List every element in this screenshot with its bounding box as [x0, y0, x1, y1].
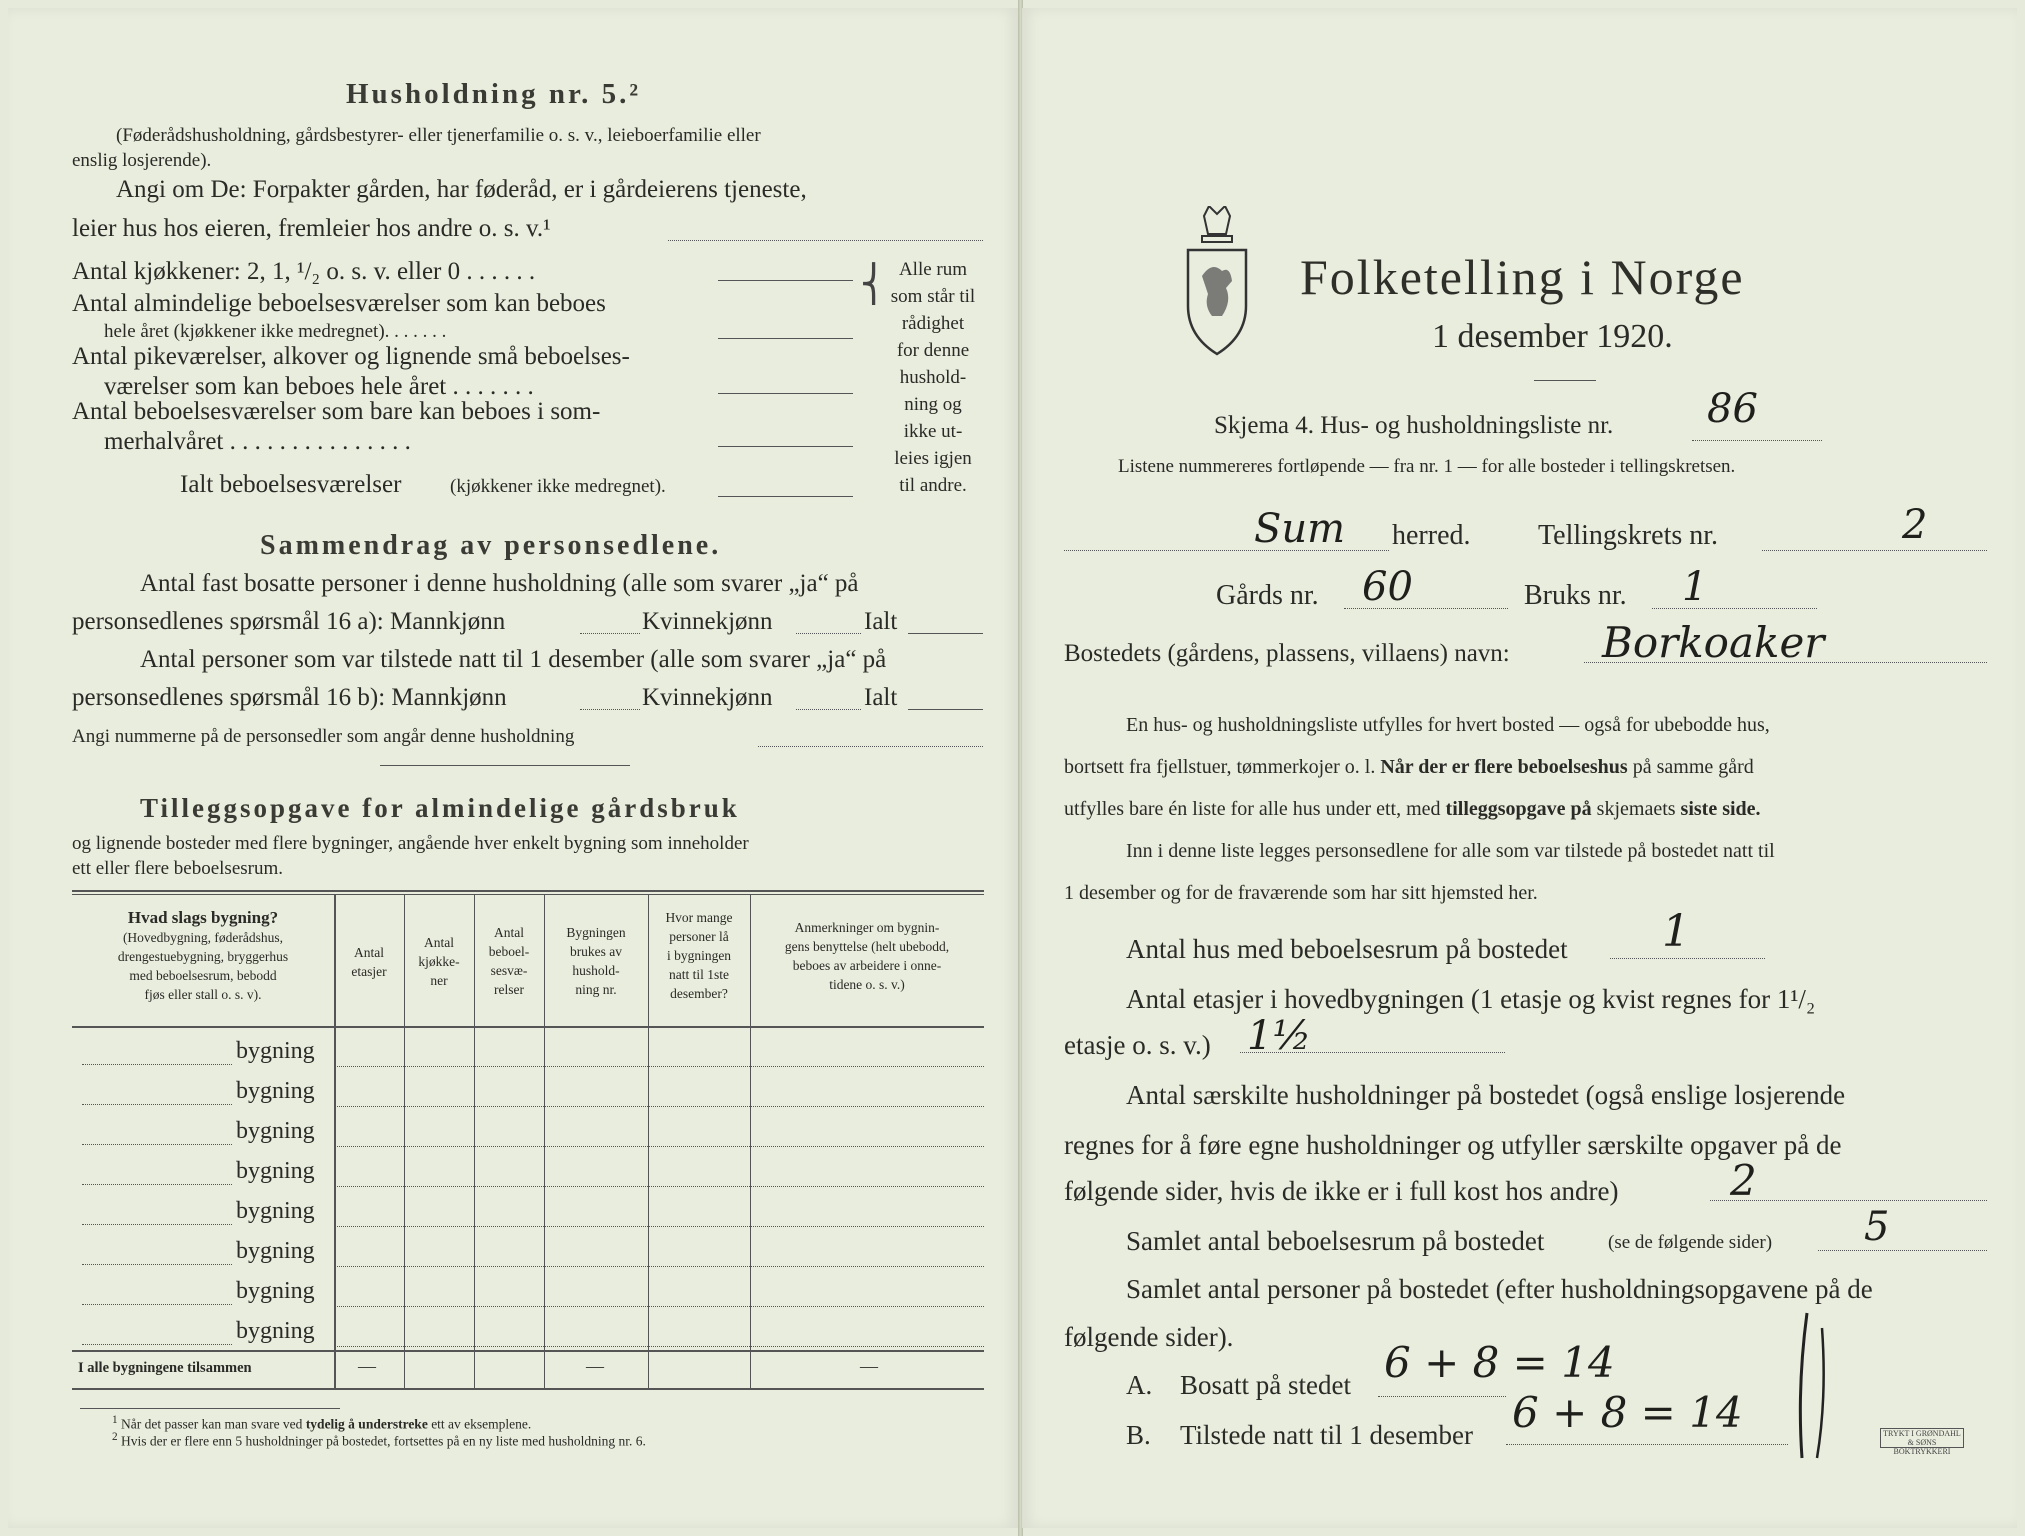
table-row-label: bygning — [236, 1158, 315, 1184]
table-row-entry-line — [82, 1064, 232, 1065]
table-row-label: bygning — [236, 1038, 315, 1064]
side-note-line-2: som står til — [890, 286, 976, 307]
footnote-2-text: Hvis der er flere enn 5 husholdninger på bostedet, fortsettes på en ny liste med husholdning nr. 6. — [121, 1433, 646, 1449]
extra-title: Tilleggsopgave for almindelige gårdsbruk — [140, 793, 740, 823]
table-row-label: bygning — [236, 1278, 315, 1304]
col-1-sub-line-4: fjøs eller stall o. s. v). — [144, 987, 262, 1002]
table-row — [334, 1106, 984, 1107]
table-row — [334, 1146, 984, 1147]
col-6-header — [648, 908, 750, 1003]
q-rum-value: 5 — [1864, 1204, 1890, 1250]
table-row — [334, 1226, 984, 1227]
col-7-header-line-1: Anmerkninger om bygnin- — [794, 920, 940, 935]
col-1-sub-line-1: (Hovedbygning, føderådshus, — [122, 930, 284, 945]
krets-line — [1762, 550, 1987, 551]
q-pers-a: Samlet antal personer på bostedet (efter husholdningsopgavene på de — [1126, 1274, 1873, 1304]
b-label: B. — [1126, 1420, 1151, 1450]
bruks-number: 1 — [1682, 564, 1708, 610]
col-7-header-line-4: tidene o. s. v.) — [829, 977, 905, 992]
table-row-entry-line — [82, 1184, 232, 1185]
para-2a: Inn i denne liste legges personsedlene for alle som var tilstede på bostedet natt til — [1126, 840, 1775, 862]
rooms-3b: merhalvåret . . . . . . . . . . . . . . . — [104, 428, 411, 455]
main-title: Folketelling i Norge — [1300, 249, 1745, 305]
a-label: A. — [1126, 1370, 1153, 1400]
col-5-header-line-1: Bygningen — [566, 925, 626, 940]
footnote-1-bold: tydelig å understreke — [305, 1416, 428, 1432]
para-2b: 1 desember og for de fraværende som har sitt hjemsted her. — [1064, 882, 1538, 904]
a-value: 6 + 8 = 14 — [1384, 1338, 1615, 1387]
total-rooms-line — [718, 496, 853, 497]
right-page — [1022, 8, 2017, 1528]
q-hush-value: 2 — [1730, 1156, 1757, 1205]
table-top — [72, 890, 984, 892]
col-3-header-line-2: kjøkke- — [418, 954, 460, 969]
table-row — [334, 1346, 984, 1347]
col-6-header-line-3: i bygningen — [666, 948, 732, 963]
footnote-1-mark: 1 — [112, 1414, 118, 1426]
table-row-entry-line — [82, 1344, 232, 1345]
ask-answer-line — [668, 240, 983, 241]
rooms-1b: hele året (kjøkkener ikke medregnet). . . . . . . — [104, 321, 447, 342]
q-etasjer-a: Antal etasjer i hovedbygningen (1 etasje og kvist regnes for 1¹/₂ — [1126, 984, 1816, 1014]
footnote-1-post: ett av eksemplene. — [431, 1416, 532, 1432]
gards-number: 60 — [1362, 564, 1413, 610]
a-text: Bosatt på stedet — [1180, 1370, 1351, 1400]
side-note-line-7: ikke ut- — [903, 421, 963, 442]
side-note-line-4: for denne — [896, 340, 970, 361]
krets-label: Tellingskrets nr. — [1538, 520, 1719, 551]
summary-female-1: Kvinnekjønn — [642, 608, 773, 635]
col-5-header-line-3: hushold- — [572, 963, 620, 978]
col-1-sub-line-2: drengestuebygning, bryggerhus — [117, 949, 289, 964]
rooms-3a: Antal beboelsesværelser som bare kan beboes i som- — [72, 398, 601, 425]
table-row-label: bygning — [236, 1118, 315, 1144]
extra-line-2: ett eller flere beboelsesrum. — [72, 858, 284, 879]
q-etasjer-value: 1½ — [1247, 1013, 1312, 1059]
table-row-label: bygning — [236, 1318, 315, 1344]
table-row — [334, 1186, 984, 1187]
footnote-1-pre: Når det passer kan man svare ved — [121, 1416, 303, 1432]
rooms-3-line — [718, 446, 853, 447]
col-6-header-line-2: personer lå — [669, 929, 729, 944]
col-5-header-line-2: brukes av — [569, 944, 623, 959]
q-hus-value: 1 — [1662, 906, 1690, 957]
bruks-line — [1652, 608, 1817, 609]
rooms-2a: Antal pikeværelser, alkover og lignende små beboelses- — [72, 343, 630, 370]
summary-total-1: Ialt — [864, 608, 898, 635]
footnote-2 — [112, 1431, 646, 1450]
household-title: Husholdning nr. 5.² — [346, 78, 642, 110]
side-note-line-1: Alle rum — [898, 259, 968, 280]
kitchens-line — [718, 280, 853, 281]
footnote-rule — [80, 1408, 340, 1409]
col-6-header-line-1: Hvor mange — [665, 910, 733, 925]
para-1c — [1064, 798, 1761, 821]
q-rum-line — [1818, 1250, 1987, 1251]
table-row-entry-line — [82, 1144, 232, 1145]
bosted-label: Bostedets (gårdens, plassens, villaens) navn: — [1064, 640, 1510, 667]
para-1b-pre: bortsett fra fjellstuer, tømmerkojer o. l. — [1064, 756, 1376, 778]
table-top-2 — [72, 894, 984, 895]
table-row-entry-line — [82, 1264, 232, 1265]
bosted-value: Borkoaker — [1602, 618, 1825, 667]
side-note-brace: ⎨ — [860, 264, 887, 304]
para-1c-pre: utfylles bare én liste for alle hus under ett, med — [1064, 798, 1441, 820]
para-1c-bold: tilleggsopgave på — [1445, 798, 1592, 820]
q-etasjer-b: etasje o. s. v.) — [1064, 1030, 1211, 1060]
col-4-header-line-1: Antal — [494, 925, 524, 940]
schema-line — [1692, 440, 1822, 441]
numbers-line — [758, 746, 983, 747]
total-rooms-label: Ialt beboelsesværelser — [180, 471, 402, 498]
summary-female-2-line — [796, 709, 861, 710]
printer-stamp: TRYKT I GRØNDAHL & SØNS BOKTRYKKERI — [1880, 1428, 1964, 1448]
rooms-1a: Antal almindelige beboelsesværelser som kan beboes — [72, 290, 606, 317]
summary-male-1 — [580, 633, 640, 634]
q-hush-c: følgende sider, hvis de ikke er i full kost hos andre) — [1064, 1176, 1619, 1206]
summary-female-1-line — [796, 633, 861, 634]
gards-label: Gårds nr. — [1216, 580, 1319, 611]
q-hus-line — [1610, 958, 1765, 959]
q-rum-label: Samlet antal beboelsesrum på bostedet — [1126, 1226, 1545, 1256]
col-3-header-line-3: ner — [430, 973, 448, 988]
para-1b-bold: Når der er flere beboelseshus — [1380, 756, 1628, 778]
rooms-1-line — [718, 338, 853, 339]
para-1b-post: på samme gård — [1632, 756, 1754, 778]
col-4-header-line-4: relser — [494, 982, 524, 997]
household-intro-2: enslig losjerende). — [72, 150, 212, 171]
herred-value: Sum — [1254, 506, 1346, 552]
col-5-header — [544, 923, 648, 999]
summary-total-1-line — [908, 633, 983, 634]
table-row-label: bygning — [236, 1238, 315, 1264]
ask-line-1: Angi om De: Forpakter gården, har føderåd, er i gårdeierens tjeneste, — [116, 176, 807, 203]
q-hus-label: Antal hus med beboelsesrum på bostedet — [1126, 934, 1568, 964]
para-1c-bold-2: siste side. — [1680, 798, 1761, 820]
col-4-header-line-2: beboel- — [488, 944, 530, 959]
col-5-header-line-4: ning nr. — [575, 982, 617, 997]
side-note-line-3: rådighet — [901, 313, 965, 334]
summary-line-1b: personsedlenes spørsmål 16 a): Mannkjønn — [72, 608, 506, 635]
col-2-header-line-2: etasjer — [351, 964, 387, 979]
summary-line-2b: personsedlenes spørsmål 16 b): Mannkjønn — [72, 684, 507, 711]
para-1c-mid: skjemaets — [1596, 798, 1676, 820]
table-row-entry-line — [82, 1304, 232, 1305]
q-hush-b: regnes for å føre egne husholdninger og utfyller særskilte opgaver på de — [1064, 1130, 1842, 1160]
table-row — [334, 1266, 984, 1267]
col-1-title: Hvad slags bygning? — [127, 908, 279, 927]
summary-male-2 — [580, 709, 640, 710]
krets-number: 2 — [1902, 502, 1928, 548]
title-divider — [1534, 380, 1596, 381]
q-pers-b: følgende sider). — [1064, 1322, 1234, 1352]
col-3-header — [404, 933, 474, 990]
table-row — [334, 1306, 984, 1307]
col-1-sub — [72, 928, 334, 1004]
side-note-line-8: leies igjen — [894, 448, 972, 469]
col-2-header — [334, 943, 404, 981]
household-intro: (Føderådshusholdning, gårdsbestyrer- eller tjenerfamilie o. s. v., leieboerfamilie eller — [116, 125, 761, 146]
table-row — [334, 1066, 984, 1067]
schema-number: 86 — [1707, 386, 1758, 432]
para-1b — [1064, 756, 1754, 779]
b-text: Tilstede natt til 1 desember — [1180, 1420, 1473, 1450]
summary-female-2: Kvinnekjønn — [642, 684, 773, 711]
table-header-bottom — [72, 1026, 984, 1028]
col-6-header-line-4: natt til 1ste — [669, 967, 729, 982]
a-line — [1378, 1396, 1506, 1397]
total-dash-3: — — [860, 1356, 878, 1376]
table-row-label: bygning — [236, 1078, 315, 1104]
b-value: 6 + 8 = 14 — [1512, 1388, 1743, 1437]
summary-line-1a: Antal fast bosatte personer i denne husholdning (alle som svarer „ja“ på — [140, 570, 859, 597]
col-4-header-line-3: sesvæ- — [490, 963, 528, 978]
col-7-header — [750, 918, 984, 994]
col-6-header-line-5: desember? — [670, 986, 728, 1001]
numbering-note: Listene nummereres fortløpende — fra nr. 1 — for alle bosteder i tellingskretsen. — [1118, 456, 1736, 477]
table-row-entry-line — [82, 1104, 232, 1105]
rooms-2b: værelser som kan beboes hele året . . . . . . . — [104, 373, 534, 400]
census-date: 1 desember 1920. — [1432, 318, 1673, 355]
summary-total-2-line — [908, 709, 983, 710]
side-note-line-5: hushold- — [899, 367, 967, 388]
footnote-1 — [112, 1414, 531, 1433]
total-row-label: I alle bygningene tilsammen — [78, 1360, 252, 1376]
table-row-entry-line — [82, 1224, 232, 1225]
handwritten-bracket-icon — [1767, 1308, 1837, 1468]
para-1a: En hus- og husholdningsliste utfylles for hvert bosted — også for ubebodde hus, — [1126, 714, 1770, 736]
table-bottom — [72, 1388, 984, 1390]
col-7-header-line-2: gens benyttelse (helt ubebodd, — [784, 939, 950, 954]
summary-line-2a: Antal personer som var tilstede natt til 1 desember (alle som svarer „ja“ på — [140, 646, 887, 673]
total-dash-2: — — [586, 1356, 604, 1376]
table-row-label: bygning — [236, 1198, 315, 1224]
col-4-header — [474, 923, 544, 999]
col-2-header-line-1: Antal — [354, 945, 384, 960]
col-3-header-line-1: Antal — [424, 935, 454, 950]
q-hush-a: Antal særskilte husholdninger på bostedet (også enslige losjerende — [1126, 1080, 1846, 1110]
summary-total-2: Ialt — [864, 684, 898, 711]
footnote-2-mark: 2 — [112, 1431, 118, 1443]
total-dash-1: — — [358, 1356, 376, 1376]
herred-label: herred. — [1392, 520, 1471, 551]
norway-coat-of-arms-icon — [1182, 206, 1252, 358]
left-page — [8, 8, 1018, 1528]
numbers-label: Angi nummerne på de personsedler som angår denne husholdning — [72, 726, 575, 747]
total-rooms-note: (kjøkkener ikke medregnet). — [450, 476, 666, 497]
col-7-header-line-3: beboes av arbeidere i onne- — [792, 958, 942, 973]
divider — [380, 765, 630, 766]
summary-title: Sammendrag av personsedlene. — [260, 530, 722, 561]
ask-line-2: leier hus hos eieren, fremleier hos andre o. s. v.¹ — [72, 215, 551, 242]
kitchens-label: Antal kjøkkener: 2, 1, ¹/₂ o. s. v. eller 0 . . . . . . — [72, 258, 536, 285]
q-rum-note: (se de følgende sider) — [1608, 1232, 1773, 1253]
rooms-2-line — [718, 393, 853, 394]
b-line — [1506, 1444, 1788, 1445]
extra-line-1: og lignende bosteder med flere bygninger, angående hver enkelt bygning som inneholder — [72, 833, 749, 854]
col-1-sub-line-3: med beboelsesrum, bebodd — [129, 968, 277, 983]
side-note-line-9: til andre. — [899, 475, 967, 496]
schema-label: Skjema 4. Hus- og husholdningsliste nr. — [1214, 412, 1614, 439]
side-note — [878, 256, 988, 499]
col-1-header — [72, 908, 334, 1004]
table-total-top — [72, 1350, 984, 1352]
side-note-line-6: ning og — [904, 394, 962, 415]
bruks-label: Bruks nr. — [1524, 580, 1627, 611]
